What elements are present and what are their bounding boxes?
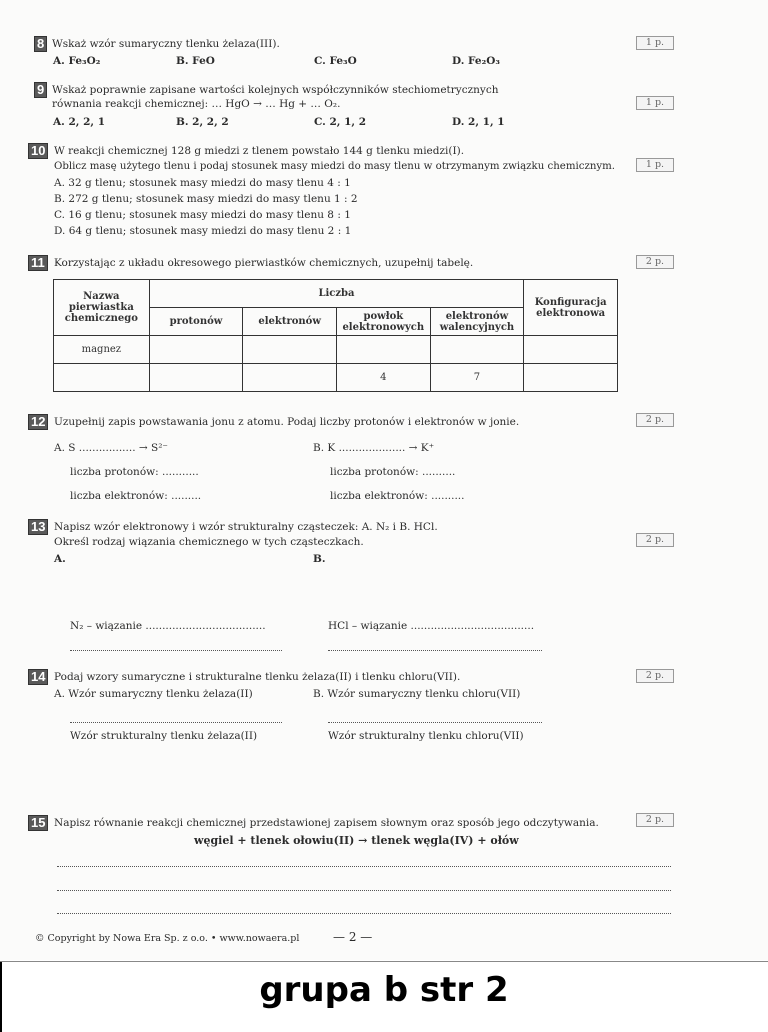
points-box-10: 1 p.: [636, 158, 674, 172]
q12-equation-b[interactable]: B. K .................... → K⁺: [313, 442, 435, 454]
q12-equation-a[interactable]: A. S ................. → S²⁻: [54, 442, 168, 454]
question-14-text: Podaj wzory sumaryczne i strukturalne tlenku żelaza(II) i tlenku chloru(VII).: [54, 671, 461, 683]
table-header-name: Nazwa pierwiastka chemicznego: [54, 280, 150, 336]
q12-electrons-a[interactable]: liczba elektronów: .........: [70, 490, 202, 502]
q10-option-b: B. 272 g tlenu; stosunek masy miedzi do masy tlenu 1 : 2: [54, 193, 358, 205]
q15-answer-line-1[interactable]: [57, 866, 671, 867]
question-13-line-1: Napisz wzór elektronowy i wzór strukturalny cząsteczek: A. N₂ i B. HCl.: [54, 521, 438, 533]
table-cell-empty[interactable]: [149, 364, 243, 392]
q9-option-b: B. 2, 2, 2: [176, 116, 229, 128]
points-box-11: 2 p.: [636, 255, 674, 269]
table-cell-empty[interactable]: [524, 364, 618, 392]
q13-label-a: A.: [54, 553, 66, 565]
question-13-line-2: Określ rodzaj wiązania chemicznego w tych cząsteczkach.: [54, 536, 364, 548]
q13-answer-line-a[interactable]: [70, 650, 282, 651]
separator-line: [0, 961, 768, 962]
q8-option-a: A. Fe₃O₂: [53, 55, 101, 67]
table-cell-empty[interactable]: [524, 336, 618, 364]
question-9-line-2: równania reakcji chemicznej: … HgO → … Hg + … O₂.: [52, 98, 341, 110]
q12-protons-a[interactable]: liczba protonów: ...........: [70, 466, 199, 478]
element-table: [53, 279, 618, 392]
table-header-valence: elektronów walencyjnych: [430, 308, 524, 336]
table-header-shells: powłok elektronowych: [336, 308, 430, 336]
question-number-11: 11: [28, 255, 48, 271]
points-box-13: 2 p.: [636, 533, 674, 547]
q13-label-b: B.: [313, 553, 326, 565]
table-cell-valence-value: 7: [430, 364, 524, 392]
copyright-footer: © Copyright by Nowa Era Sp. z o.o. • www.nowaera.pl: [35, 933, 300, 944]
table-cell-element-name: magnez: [54, 336, 150, 364]
question-number-14: 14: [28, 669, 48, 685]
question-8-text: Wskaż wzór sumaryczny tlenku żelaza(III).: [52, 38, 280, 50]
q8-option-c: C. Fe₃O: [314, 55, 357, 67]
question-number-8: 8: [34, 36, 47, 52]
q8-option-d: D. Fe₂O₃: [452, 55, 500, 67]
table-header-config: Konfiguracja elektronowa: [524, 280, 618, 336]
table-header-electrons: elektronów: [243, 308, 337, 336]
question-number-10: 10: [28, 143, 48, 159]
points-box-8: 1 p.: [636, 36, 674, 50]
q13-n2-bond[interactable]: N₂ – wiązanie ....................................: [70, 620, 266, 632]
question-number-13: 13: [28, 519, 48, 535]
q10-option-a: A. 32 g tlenu; stosunek masy miedzi do masy tlenu 4 : 1: [54, 177, 351, 189]
q9-option-c: C. 2, 1, 2: [314, 116, 367, 128]
points-box-14: 2 p.: [636, 669, 674, 683]
q12-protons-b[interactable]: liczba protonów: ..........: [330, 466, 456, 478]
q13-answer-line-b[interactable]: [328, 650, 542, 651]
page-number: — 2 —: [333, 930, 373, 944]
q13-hcl-bond[interactable]: HCl – wiązanie .....................................: [328, 620, 535, 632]
q14-label-b: B. Wzór sumaryczny tlenku chloru(VII): [313, 688, 521, 700]
q9-option-d: D. 2, 1, 1: [452, 116, 505, 128]
table-cell-empty[interactable]: [243, 336, 337, 364]
question-11-text: Korzystając z układu okresowego pierwiastków chemicznych, uzupełnij tabelę.: [54, 257, 474, 269]
question-10-line-2: Oblicz masę użytego tlenu i podaj stosunek masy miedzi do masy tlenu w otrzymanym związku chemicznym.: [54, 161, 616, 172]
question-number-9: 9: [34, 82, 47, 98]
q12-electrons-b[interactable]: liczba elektronów: ..........: [330, 490, 465, 502]
table-cell-shells-value: 4: [336, 364, 430, 392]
q10-option-c: C. 16 g tlenu; stosunek masy miedzi do masy tlenu 8 : 1: [54, 209, 351, 221]
q8-option-b: B. FeO: [176, 55, 215, 67]
q9-option-a: A. 2, 2, 1: [53, 116, 105, 128]
q14-answer-line-b[interactable]: [328, 722, 542, 723]
image-caption: grupa b str 2: [259, 970, 509, 1010]
question-12-text: Uzupełnij zapis powstawania jonu z atomu. Podaj liczby protonów i elektronów w jonie.: [54, 416, 520, 428]
table-cell-empty[interactable]: [336, 336, 430, 364]
q15-word-equation: węgiel + tlenek ołowiu(II) → tlenek węgla(IV) + ołów: [194, 834, 519, 847]
table-cell-empty[interactable]: [54, 364, 150, 392]
table-header-number: Liczba: [149, 280, 524, 308]
table-cell-empty[interactable]: [243, 364, 337, 392]
question-number-12: 12: [28, 414, 48, 430]
table-cell-empty[interactable]: [149, 336, 243, 364]
points-box-15: 2 p.: [636, 813, 674, 827]
question-15-text: Napisz równanie reakcji chemicznej przedstawionej zapisem słownym oraz sposób jego odczytywania.: [54, 817, 599, 829]
question-number-15: 15: [28, 815, 48, 831]
q14-answer-line-a[interactable]: [70, 722, 282, 723]
points-box-12: 2 p.: [636, 413, 674, 427]
q15-answer-line-3[interactable]: [57, 913, 671, 914]
q14-struct-b: Wzór strukturalny tlenku chloru(VII): [328, 730, 524, 742]
points-box-9: 1 p.: [636, 96, 674, 110]
table-row: [54, 364, 618, 392]
q10-option-d: D. 64 g tlenu; stosunek masy miedzi do masy tlenu 2 : 1: [54, 225, 352, 237]
q14-label-a: A. Wzór sumaryczny tlenku żelaza(II): [54, 688, 253, 700]
q14-struct-a: Wzór strukturalny tlenku żelaza(II): [70, 730, 258, 742]
question-10-line-1: W reakcji chemicznej 128 g miedzi z tlenem powstało 144 g tlenku miedzi(I).: [54, 145, 465, 157]
table-header-protons: protonów: [149, 308, 243, 336]
table-cell-empty[interactable]: [430, 336, 524, 364]
question-9-line-1: Wskaż poprawnie zapisane wartości kolejnych współczynników stechiometrycznych: [52, 84, 499, 96]
q15-answer-line-2[interactable]: [57, 890, 671, 891]
table-row: [54, 336, 618, 364]
